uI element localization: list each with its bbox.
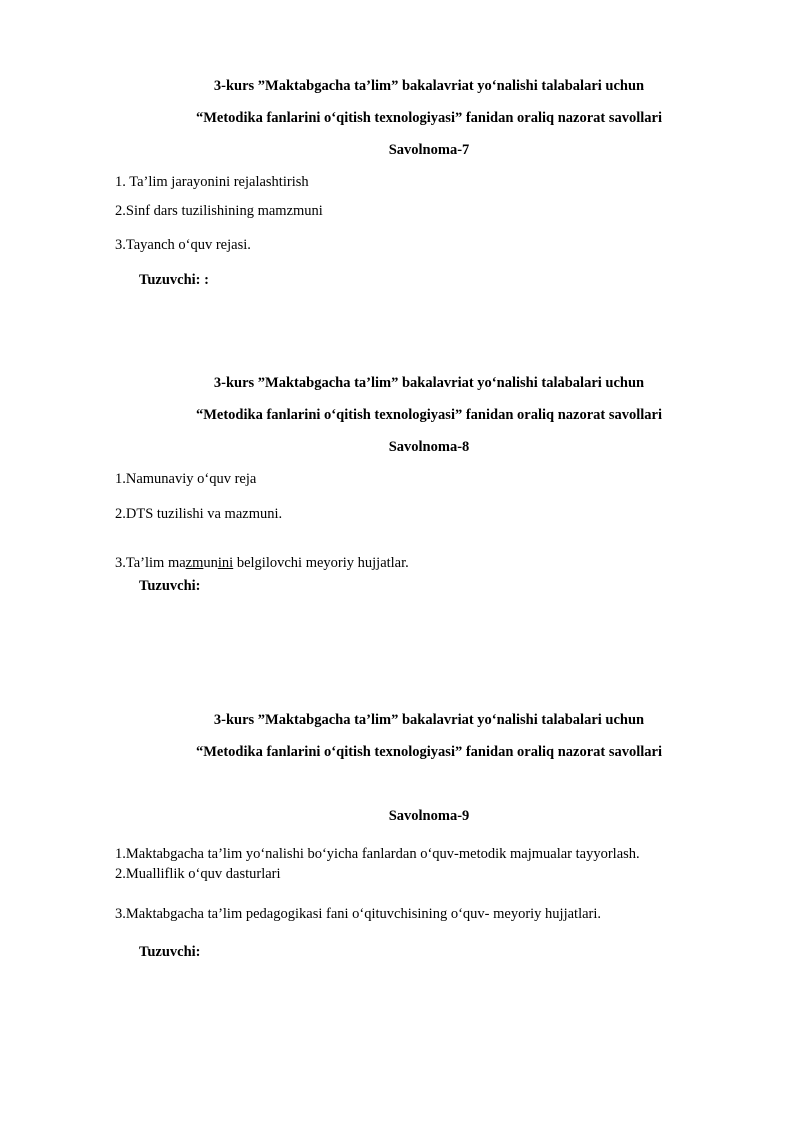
block2-q3-part5: belgilovchi meyoriy hujjatlar. xyxy=(233,555,409,571)
block2-question-2: 2.DTS tuzilishi va mazmuni. xyxy=(115,506,283,522)
block3-header-line2: “Metodika fanlarini o‘qitish texnologiyasi” fanidan oraliq nazorat savollari xyxy=(195,744,663,760)
block1-question-3: 3.Tayanch o‘quv rejasi. xyxy=(115,237,251,253)
block2-author-label: Tuzuvchi: xyxy=(139,578,201,594)
block3-author-label: Tuzuvchi: xyxy=(139,944,201,960)
block2-q3-part2: zm xyxy=(185,555,204,571)
block2-q3-part3: un xyxy=(203,555,218,571)
block3-header-line1: 3-kurs ”Maktabgacha ta’lim” bakalavriat yo‘nalishi talabalari uchun xyxy=(213,712,645,728)
block1-title: Savolnoma-7 xyxy=(388,142,470,158)
block1-header-line1: 3-kurs ”Maktabgacha ta’lim” bakalavriat yo‘nalishi talabalari uchun xyxy=(213,78,645,94)
block2-title: Savolnoma-8 xyxy=(388,439,470,455)
block2-question-1: 1.Namunaviy o‘quv reja xyxy=(115,471,257,487)
block3-question-1: 1.Maktabgacha ta’lim yo‘nalishi bo‘yicha fanlardan o‘quv-metodik majmualar tayyorlash. xyxy=(115,846,640,862)
block2-q3-part4: ini xyxy=(217,555,234,571)
block2-question-3 xyxy=(115,554,409,572)
block1-question-2: 2.Sinf dars tuzilishining mamzmuni xyxy=(115,203,323,219)
block2-q3-part1: 3.Ta’lim ma xyxy=(115,555,186,571)
block3-question-3: 3.Maktabgacha ta’lim pedagogikasi fani o‘qituvchisining o‘quv- meyoriy hujjatlari. xyxy=(115,906,602,922)
block1-question-1: 1. Ta’lim jarayonini rejalashtirish xyxy=(115,174,309,190)
block2-header-line2: “Metodika fanlarini o‘qitish texnologiyasi” fanidan oraliq nazorat savollari xyxy=(195,407,663,423)
block1-header-line2: “Metodika fanlarini o‘qitish texnologiyasi” fanidan oraliq nazorat savollari xyxy=(195,110,663,126)
block2-header-line1: 3-kurs ”Maktabgacha ta’lim” bakalavriat yo‘nalishi talabalari uchun xyxy=(213,375,645,391)
block1-author-label: Tuzuvchi: : xyxy=(139,272,209,288)
block3-title: Savolnoma-9 xyxy=(388,808,470,824)
block3-question-2: 2.Mualliflik o‘quv dasturlari xyxy=(115,866,281,882)
